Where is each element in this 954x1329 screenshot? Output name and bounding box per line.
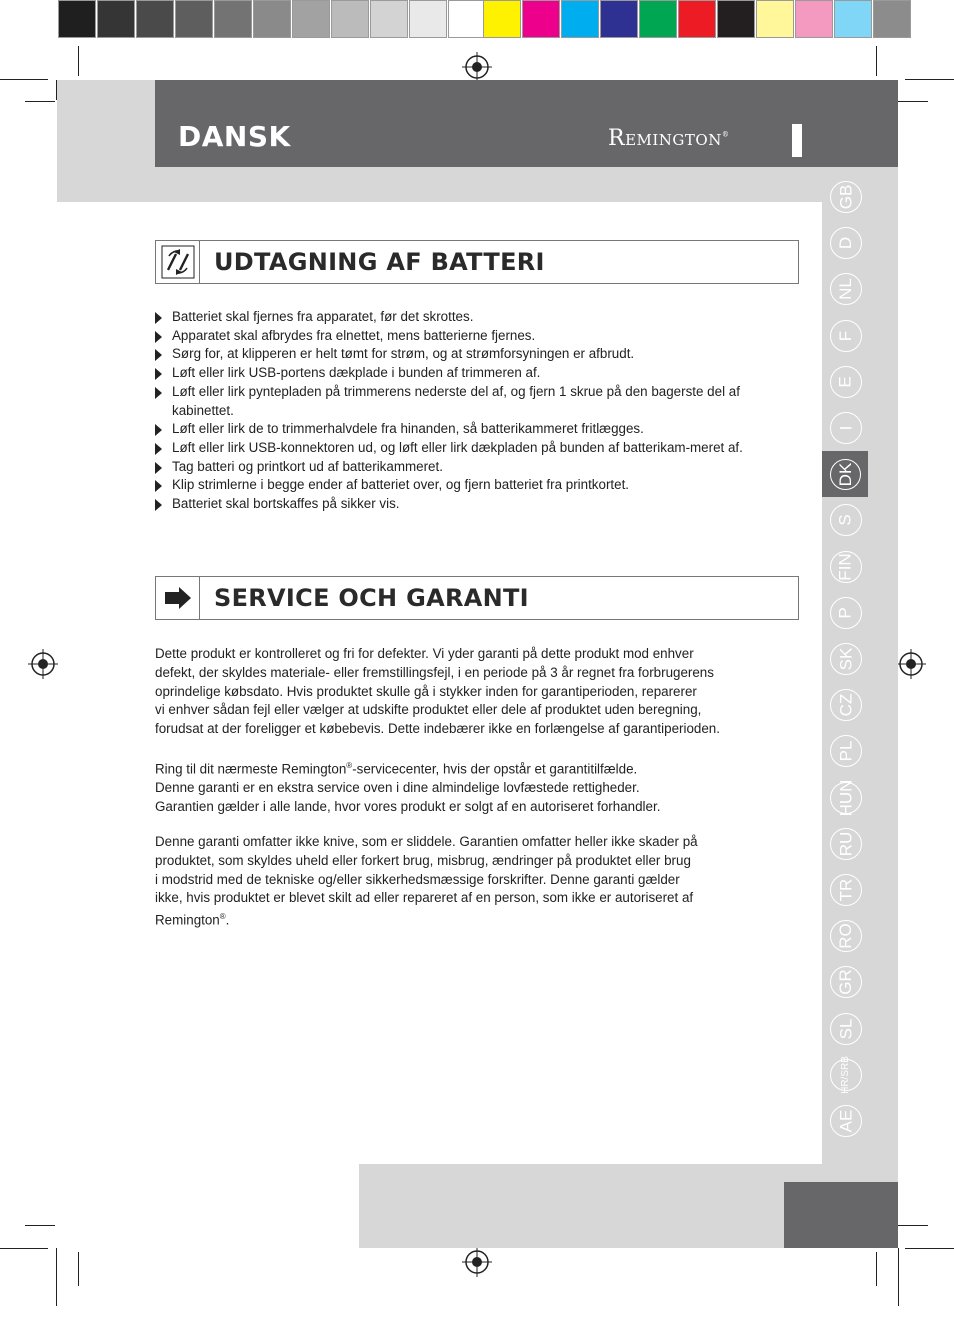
language-tab-cz[interactable] [830, 689, 862, 721]
text: Ring til dit nærmeste Remington [155, 761, 347, 777]
bullet-arrow-icon [155, 480, 162, 492]
language-code: D [836, 237, 855, 250]
bullet-arrow-icon [155, 368, 162, 380]
color-swatch [175, 0, 213, 38]
language-code: NL [835, 278, 855, 301]
color-swatch [58, 0, 96, 38]
list-item [155, 458, 800, 477]
bullet-arrow-icon [155, 499, 162, 511]
list-item [155, 476, 800, 495]
bullet-arrow-icon [155, 387, 162, 399]
text-line: Dette produkt er kontrolleret og fri for defekter. Vi yder garanti på dette produkt mod enhver [155, 646, 694, 661]
color-swatch [639, 0, 677, 38]
language-tab-sl[interactable] [830, 1013, 862, 1045]
color-swatch [483, 0, 521, 38]
list-item-text: Batteriet skal fjernes fra apparatet, før det skrottes. [172, 309, 474, 324]
section-header-service [155, 576, 799, 620]
language-code: F [835, 330, 855, 341]
bullet-arrow-icon [155, 312, 162, 324]
language-tab-ru[interactable] [830, 828, 862, 860]
language-code: CZ [835, 693, 855, 717]
color-swatch [756, 0, 794, 38]
color-swatch [448, 0, 486, 38]
list-item-text: Løft eller lirk de to trimmerhalvdele fra hinanden, så batterikammeret fritlægges. [172, 421, 644, 437]
language-tab-p[interactable] [830, 597, 862, 629]
color-swatch [292, 0, 330, 38]
crop-mark [0, 1248, 48, 1249]
text-line: ikke, hvis produktet er blevet skilt ad eller repareret af en person, som ikke er autoriseret af [155, 890, 694, 906]
crop-mark [25, 101, 55, 102]
text-line: vi enhver sådan fejl eller vælger at udskifte produktet eller dele af produktet uden beregning, [155, 702, 702, 718]
crop-mark [56, 1248, 57, 1306]
language-code: GB [836, 184, 855, 210]
color-swatch [561, 0, 599, 38]
crop-mark [905, 1248, 954, 1249]
bullet-arrow-icon [155, 443, 162, 455]
language-code: FIN [835, 552, 855, 581]
language-code: HUN [836, 779, 855, 817]
list-item [155, 439, 800, 458]
list-item-text: Klip strimlerne i begge ender af batteriet over, og fjern batteriet fra printkortet. [172, 477, 630, 493]
language-code: SL [835, 1018, 855, 1039]
registered-mark: ® [219, 912, 226, 922]
color-swatch [522, 0, 560, 38]
text-line: produktet, som skyldes uheld eller forkert brug, misbrug, ændringer på produktet eller brug [155, 852, 691, 868]
crop-mark [898, 1248, 899, 1306]
list-item [155, 327, 800, 346]
list-item-text: Apparatet skal afbrydes fra elnettet, mens batterierne fjernes. [172, 327, 536, 343]
color-swatch [253, 0, 291, 38]
crop-mark [898, 101, 928, 102]
bullet-arrow-icon [155, 462, 162, 474]
list-item-text: Løft eller lirk pyntepladen på trimmerens nederste del af, og fjern 1 skrue på den bagerste del af kabinettet. [172, 383, 740, 418]
color-swatch [370, 0, 408, 38]
color-swatch [97, 0, 135, 38]
language-tab-hr-srb[interactable] [830, 1055, 862, 1094]
language-tab-f[interactable] [830, 320, 862, 352]
section-header-battery [155, 240, 799, 284]
bullet-arrow-icon [155, 349, 162, 361]
page-bottom-tab [784, 1182, 898, 1248]
section-title: UDTAGNING AF BATTERI [214, 248, 545, 276]
language-code: P [836, 607, 855, 619]
registration-mark-icon [462, 52, 492, 82]
language-code: S [836, 514, 855, 527]
text-line: oprindelige købsdato. Hvis produktet skulle gå i stykker inden for garantiperioden, reparerer [155, 683, 697, 699]
page-title: DANSK [178, 120, 291, 153]
text: Remington [155, 912, 220, 928]
text-line [155, 908, 800, 930]
registered-mark: ® [346, 761, 353, 770]
language-code: RU [836, 831, 855, 857]
color-swatch [331, 0, 369, 38]
language-tab-fin[interactable] [830, 551, 862, 583]
crop-mark [905, 79, 954, 80]
language-code: GR [836, 969, 855, 996]
registration-mark-icon [28, 649, 58, 679]
list-item [155, 420, 800, 439]
color-swatch [214, 0, 252, 38]
list-item-text: Sørg for, at klipperen er helt tømt for strøm, og at strømforsyningen er afbrudt. [172, 346, 635, 362]
bullet-arrow-icon [155, 424, 162, 436]
registration-mark-icon [462, 1247, 492, 1277]
language-tab-sk[interactable] [830, 643, 862, 675]
warranty-paragraph [155, 645, 800, 739]
crop-mark [898, 1225, 928, 1226]
color-swatch [834, 0, 872, 38]
color-swatch [795, 0, 833, 38]
text-line: defekt, der skyldes materiale- eller fremstillingsfejl, i en periode på 3 år regnet fra forbrugerens [155, 664, 714, 680]
language-tab-i[interactable] [830, 412, 862, 444]
crop-mark [78, 46, 79, 76]
list-item [155, 364, 800, 383]
language-code: I [835, 425, 855, 431]
language-tab-e[interactable] [830, 366, 862, 398]
text: . [225, 912, 230, 928]
crop-mark [78, 1252, 79, 1286]
language-code: DK [830, 459, 861, 490]
list-item-text: Tag batteri og printkort ud af batterikammeret. [172, 458, 443, 474]
brand-bar [792, 124, 802, 157]
language-code: AE [836, 1109, 855, 1133]
service-paragraph [155, 757, 800, 817]
crop-mark [876, 1252, 877, 1286]
list-item [155, 495, 800, 514]
language-tab-ae[interactable] [830, 1105, 862, 1137]
gray-calibration-bar [58, 0, 487, 38]
language-tab-ro[interactable] [830, 920, 862, 952]
section-title: SERVICE OCH GARANTI [214, 584, 529, 612]
recycle-icon [156, 241, 200, 283]
language-tab-d[interactable] [830, 227, 862, 259]
crop-mark [25, 1225, 55, 1226]
list-item-text: Løft eller lirk USB-portens dækplade i bunden af trimmeren af. [172, 365, 541, 381]
battery-removal-list [155, 308, 800, 514]
color-swatch [873, 0, 911, 38]
language-code: PL [835, 740, 855, 762]
text-line: Denne garanti omfatter ikke knive, som er sliddele. Garantien omfatter heller ikke skader på [155, 834, 698, 849]
arrow-right-icon [156, 577, 200, 619]
color-calibration-bar [483, 0, 912, 38]
brand-logo: Remington® [608, 126, 730, 151]
color-swatch [600, 0, 638, 38]
text-line: i modstrid med de tekniske og/eller sikkerhedsmæssige forskrifter. Denne garanti gælder [155, 871, 680, 887]
bullet-arrow-icon [155, 331, 162, 343]
list-item-text: Batteriet skal bortskaffes på sikker vis. [172, 496, 400, 512]
text: -servicecenter, hvis der opstår et garantitilfælde. [352, 761, 638, 777]
color-swatch [717, 0, 755, 38]
exclusions-paragraph [155, 833, 800, 930]
language-code: SK [836, 647, 855, 671]
language-tab-tr[interactable] [830, 874, 862, 906]
color-swatch [136, 0, 174, 38]
list-item [155, 345, 800, 364]
language-tab-dk[interactable] [822, 451, 868, 497]
language-tab-hun[interactable] [830, 779, 862, 817]
color-swatch [678, 0, 716, 38]
text: Denne garanti er en ekstra service oven i dine almindelige lovfæstede rettigheder. [155, 780, 640, 796]
language-tab-gb[interactable] [830, 181, 862, 213]
list-item-text: Løft eller lirk USB-konnektoren ud, og løft eller lirk dækpladen på bunden af batterikam-meret af. [172, 439, 743, 455]
crop-mark [0, 79, 48, 80]
crop-mark [876, 46, 877, 76]
list-item [155, 308, 800, 327]
list-item [155, 383, 800, 420]
text: Garantien gælder i alle lande, hvor vores produkt er solgt af en autoriseret forhandler. [155, 799, 661, 815]
registration-mark-icon [896, 649, 926, 679]
language-code: HR/SRB [840, 1055, 852, 1094]
text-line: forudsat at der foreligger et købebevis. Dette indebærer ikke en forlængelse af garantiperioden. [155, 721, 720, 737]
language-code: E [836, 376, 855, 388]
color-swatch [409, 0, 447, 38]
language-code: RO [836, 923, 855, 949]
language-code: TR [835, 878, 855, 902]
